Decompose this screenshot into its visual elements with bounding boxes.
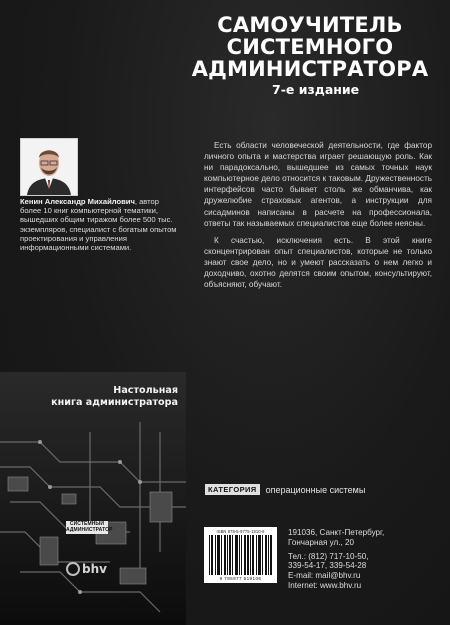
phone-line-2: 339-54-17, 339-54-28: [288, 561, 367, 571]
publisher-contacts: [288, 528, 438, 591]
series-badge-line-1: СИСТЕМНЫЙ: [69, 521, 105, 527]
series-title: [51, 385, 178, 408]
address-line-2: Гончарная ул., 20: [288, 537, 354, 547]
isbn-number: ISBN 978-5-9775-1910-6: [216, 529, 265, 534]
book-title: [190, 14, 430, 80]
author-bio: [20, 197, 180, 252]
series-badge: [66, 521, 113, 534]
author-photo: [20, 138, 78, 196]
title-line-3: АДМИНИСТРАТОРА: [191, 57, 429, 81]
barcode-icon: [209, 535, 272, 575]
phone-line-1: Тел.: (812) 717-10-50,: [288, 551, 369, 561]
publisher-logo-text: bhv: [82, 562, 107, 576]
author-name: Кенин Александр Михайлович: [20, 197, 135, 206]
email-line: E-mail: mail@bhv.ru: [288, 571, 361, 581]
author-bio-text: , автор более 10 книг компьютерной тематики, вышедших общим тиражом более 500 тыс. экземпляров, специалист с богатым опытом проектирования и управления информационными системами.: [20, 197, 177, 253]
description-paragraph-2: К счастью, исключения есть. В этой книге сконцентрирован опыт специалистов, которые не только знают свое дело, но и умеют рассказать о нем легко и доходчиво, охотно делятся своим опытом, консультируют, объясняют, обучают.: [204, 235, 432, 290]
title-line-1: САМОУЧИТЕЛЬ: [217, 13, 403, 37]
series-cover-image: [0, 372, 186, 625]
address-line-1: 191036, Санкт-Петербург,: [288, 528, 385, 537]
category-label: [205, 484, 365, 495]
book-description: [204, 140, 432, 296]
description-paragraph-1: Есть области человеческой деятельности, где фактор личного опыта и мастерства играет решающую роль. Как ни парадоксально, вышедшее из самых точных наук компьютерное дело относится к таковым. Дружественность интерфейсов часто бывает столь же обманчива, как дружелюбие страховых агентов, а инструкции для сисадминов написаны в расчете на профессионала, ответы так называемых специалистов еще более неясны.: [204, 141, 432, 228]
category-value: операционные системы: [265, 484, 366, 495]
website-line: Internet: www.bhv.ru: [288, 580, 362, 590]
title-line-2: СИСТЕМНОГО: [226, 35, 394, 59]
category-tag: КАТЕГОРИЯ: [205, 484, 260, 495]
series-title-line-2: книга администратора: [51, 396, 178, 408]
series-badge-line-2: АДМИНИСТРАТОР: [66, 526, 113, 533]
isbn-barcode: [204, 527, 277, 583]
series-title-line-1: Настольная: [113, 385, 178, 396]
bhv-logo-icon: [66, 562, 80, 576]
edition-label: 7-е издание: [272, 82, 360, 97]
barcode-digits: 9 785977 519106: [219, 576, 262, 581]
publisher-logo: [66, 558, 116, 580]
